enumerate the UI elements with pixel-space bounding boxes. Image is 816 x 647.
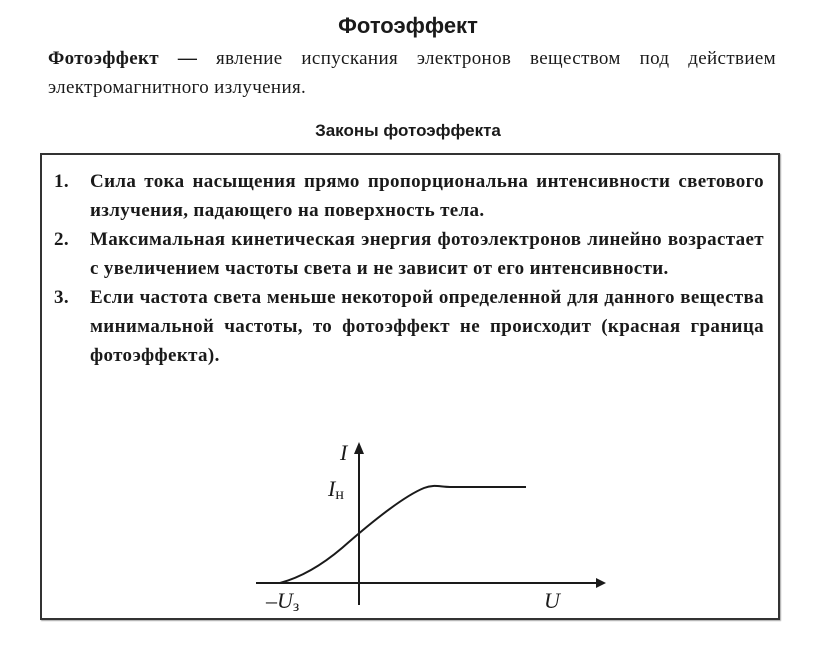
law-text: Если частота света меньше некоторой определенной для данного вещества минимальной частоты, то фотоэффект не происходит (красная граница фотоэффекта). bbox=[90, 287, 764, 366]
law-item-2 bbox=[54, 225, 764, 283]
definition-text: явление испускания электронов веществом под действием электромагнитного излучения. bbox=[48, 48, 776, 98]
x-axis-label: U bbox=[544, 588, 560, 613]
current-voltage-curve bbox=[280, 486, 526, 583]
stopping-voltage-subscript: з bbox=[292, 598, 300, 615]
current-voltage-graph bbox=[252, 440, 612, 615]
saturation-current-symbol: I bbox=[328, 476, 336, 501]
saturation-current-label bbox=[327, 476, 344, 503]
page-title: Фотоэффект bbox=[338, 13, 478, 38]
x-axis-arrow bbox=[596, 578, 606, 588]
definition-term: Фотоэффект bbox=[48, 48, 159, 69]
y-axis-arrow bbox=[354, 442, 364, 454]
stopping-voltage-symbol: –U bbox=[266, 588, 293, 613]
law-number: 1. bbox=[54, 171, 69, 192]
law-item-1 bbox=[54, 167, 764, 225]
definition-paragraph bbox=[48, 44, 776, 102]
y-axis-label: I bbox=[340, 440, 348, 465]
definition-dash: — bbox=[159, 48, 216, 69]
law-item-3 bbox=[54, 283, 764, 370]
saturation-current-subscript: н bbox=[335, 486, 344, 503]
law-number: 3. bbox=[54, 287, 69, 308]
law-number: 2. bbox=[54, 229, 69, 250]
law-text: Сила тока насыщения прямо пропорциональна интенсивности светового излучения, падающего на поверхность тела. bbox=[90, 171, 764, 221]
laws-section-title: Законы фотоэффекта bbox=[315, 121, 501, 140]
law-text: Максимальная кинетическая энергия фотоэлектронов линейно возрастает с увеличением частоты света и не зависит от его интенсивности. bbox=[90, 229, 764, 279]
stopping-voltage-label bbox=[265, 588, 299, 615]
laws-list bbox=[54, 167, 764, 370]
laws-box bbox=[40, 153, 780, 620]
